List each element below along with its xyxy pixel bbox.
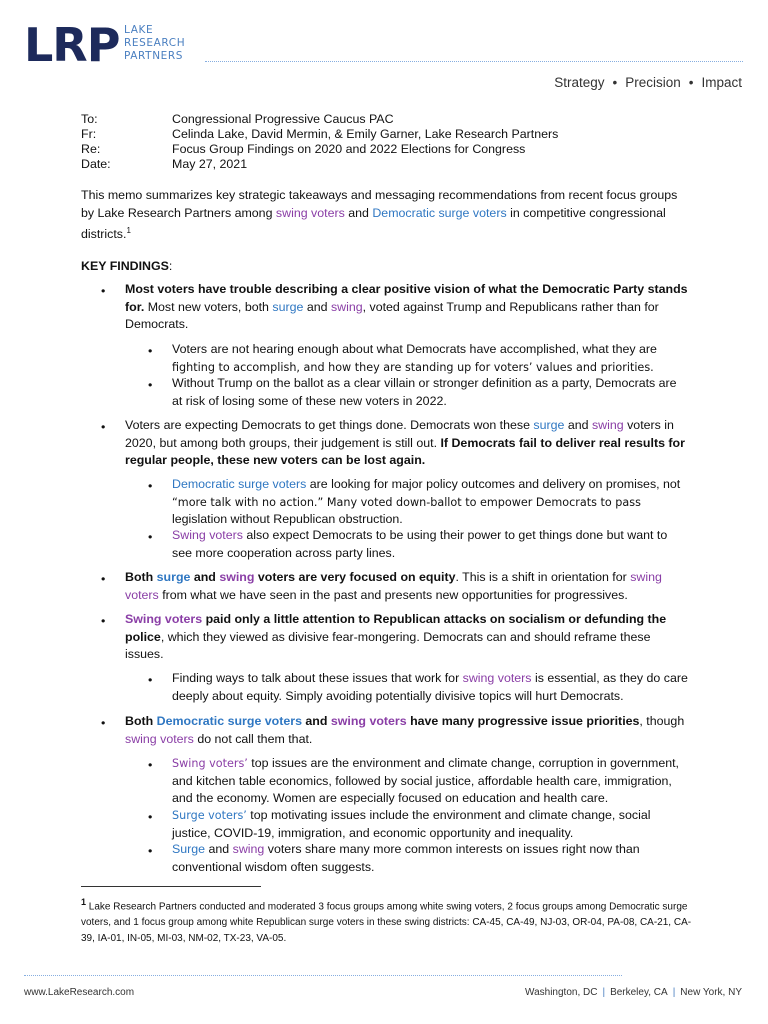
swing-voters-term: swing voters [125,570,662,602]
bullet-icon: • [101,420,106,434]
bullet-icon: • [101,716,106,730]
finding-2 [125,417,690,470]
finding-4 [125,611,690,664]
text: also expect Democrats to be using their power to get things done but want to see more cooperation across party lines. [172,528,668,560]
text: “more talk with no action.” Many voted down-ballot to empower Democrats to pass [172,495,641,509]
swing-voters-term: Swing voters [172,528,243,542]
memo-label: To: [81,112,98,126]
finding-1-sub-1 [172,341,690,376]
tagline-item: Strategy [554,75,605,90]
separator: | [672,987,676,998]
office: Berkeley, CA [610,987,668,998]
footnote-text: Lake Research Partners conducted and moderated 3 focus groups among white swing voters, 2 focus groups among Democratic surge voters, and 1 focus group among white Republican surge voters in these swing districts: CA-45, CA-49, NJ-03, OR-04, PA-08, CA-21, CA-39, IA-01, IN-05, MI-03, NM-02, TX-23, VA-05. [81,901,692,945]
intro-paragraph [81,187,689,244]
bullet-icon: • [101,614,106,628]
swing-voters-term: swing voters [275,205,345,220]
text: have many progressive issue priorities [406,714,640,728]
logo-wordmark [124,24,185,63]
bullet-icon: • [148,758,153,772]
footnote-number: 1 [81,897,87,907]
memo-value: Focus Group Findings on 2020 and 2022 Elections for Congress [172,142,526,156]
office: Washington, DC [525,987,598,998]
text: voters are very focused on equity [254,570,456,584]
text: and [303,299,331,314]
office: New York, NY [680,987,742,998]
text: top motivating issues include the environment and climate change, social justice, COVID-19, immigration, and economic opportunity and inequality. [172,808,651,840]
text: paid only a little attention to Republican attacks on socialism or defunding the police [125,612,667,644]
tagline-item: Impact [701,75,742,90]
logo-line: PARTNERS [124,50,184,62]
bullet-icon: • [148,673,153,687]
text: and [564,418,592,432]
finding-5-sub-1 [172,755,690,808]
footnote [81,894,693,947]
bullet-icon: • [148,479,153,493]
memo-value: May 27, 2021 [172,157,248,171]
memo-label: Date: [81,157,111,171]
text: , though [639,714,685,728]
surge-voters-term: Surge voters’ [172,809,247,822]
bullet-icon: • [148,844,153,858]
text: fighting to accomplish, and how they are standing up for voters’ values and priorities. [172,360,654,374]
footnote-ref: 1 [126,226,131,235]
swing-term: swing [330,299,363,314]
swing-voters-term: swing voters [330,714,407,728]
finding-2-sub-2 [172,527,690,562]
tagline [554,75,742,90]
text: . This is a shift in orientation for [455,570,631,584]
text: This memo summarizes key strategic takeaways and messaging recommendations from recent focus groups by Lake Research Partners among [81,188,678,220]
swing-voters-term: Swing voters’ [172,757,248,770]
surge-voters-term: Democratic surge voters [156,714,302,728]
text: do not call them that. [193,731,313,746]
text: and [301,714,331,728]
finding-2-sub-1 [172,476,690,529]
memo-label: Fr: [81,127,97,141]
logo-line: LAKE [124,24,154,36]
surge-term: Surge [172,842,206,856]
text: If Democrats fail to deliver real results for regular people, these new voters can be lost again. [125,435,685,467]
finding-5-sub-2 [172,807,690,842]
text: , which they viewed as divisive fear-mongering. Democrats can and should reframe these issues. [125,629,651,661]
memo-value: Congressional Progressive Caucus PAC [172,112,394,126]
text: Finding ways to talk about these issues that work for [172,671,463,685]
text: Voters are expecting Democrats to get things done. Democrats won these [125,418,534,432]
text: Most voters have trouble describing a clear positive vision of what the Democratic Party stands for. [125,282,688,314]
finding-5 [125,713,690,748]
bullet-icon: • [101,572,106,586]
text: are looking for major policy outcomes and delivery on promises, not [306,477,681,491]
text: top issues are the environment and climate change, corruption in government, and kitchen table economics, followed by social justice, affordable health care, immigration, and the economy. Women are especially focused on education and health care. [172,756,679,805]
memo-value: Celinda Lake, David Mermin, & Emily Garner, Lake Research Partners [172,127,559,141]
text: , voted against Trump and Republicans rather than for Democrats. [125,299,659,331]
memo-label: Re: [81,142,101,156]
text: in competitive congressional districts. [81,205,666,242]
text: legislation without Republican obstruction. [172,512,403,526]
finding-1 [125,281,690,334]
text: voters share many more common interests on issues right now than conventional wisdom often suggests. [172,842,640,874]
text: Both [125,570,157,584]
surge-term: surge [156,570,191,584]
heading-text: KEY FINDINGS [81,259,169,273]
swing-term: swing [232,842,265,856]
swing-voters-term: swing voters [462,671,532,685]
website-link[interactable]: www.LakeResearch.com [24,987,135,998]
text: from what we have seen in the past and presents new opportunities for progressives. [158,587,628,602]
memo-header-row [81,157,558,172]
text: voters in 2020, but among both groups, their judgement is still out. [125,418,674,450]
tagline-item: Precision [625,75,681,90]
finding-4-sub-1 [172,670,690,705]
text: : [168,259,173,273]
footer-divider [24,975,622,976]
surge-term: surge [533,418,565,432]
bullet-icon: • [612,75,618,90]
text: Voters are not hearing enough about what Democrats have accomplished, what they are [172,342,657,356]
surge-voters-term: Democratic surge voters [172,477,307,491]
surge-voters-term: Democratic surge voters [372,205,507,220]
text: and [344,205,373,220]
swing-voters-term: swing voters [125,731,194,746]
footnote-rule [81,886,261,887]
surge-term: surge [272,299,304,314]
office-locations [525,987,742,998]
bullet-icon: • [688,75,694,90]
bullet-icon: • [101,284,106,298]
swing-term: swing [591,418,624,432]
swing-voters-term: Swing voters [125,612,203,626]
bullet-icon: • [148,530,153,544]
memo-header [81,112,558,172]
bullet-icon: • [148,344,153,358]
text: Both [125,714,157,728]
bullet-icon: • [148,810,153,824]
text: and [205,842,233,856]
key-findings-heading [81,259,172,273]
bullet-icon: • [148,378,153,392]
swing-term: swing [219,570,255,584]
header-divider [205,61,743,62]
memo-header-row [81,112,558,127]
text: is essential, as they do care deeply about equity. Simply avoiding potentially divisive topics will hurt Democrats. [172,671,688,703]
finding-3 [125,569,690,604]
memo-header-row [81,127,558,142]
finding-1-sub-2: Without Trump on the ballot as a clear villain or stronger definition as a party, Democrats are at risk of losing some of these new voters in 2022. [172,376,677,408]
text: Most new voters, both [144,299,273,314]
finding-5-sub-3 [172,841,690,876]
separator: | [602,987,606,998]
memo-header-row [81,142,558,157]
logo-line: RESEARCH [124,37,186,49]
text: and [190,570,220,584]
logo-mark: LRP [24,18,120,72]
